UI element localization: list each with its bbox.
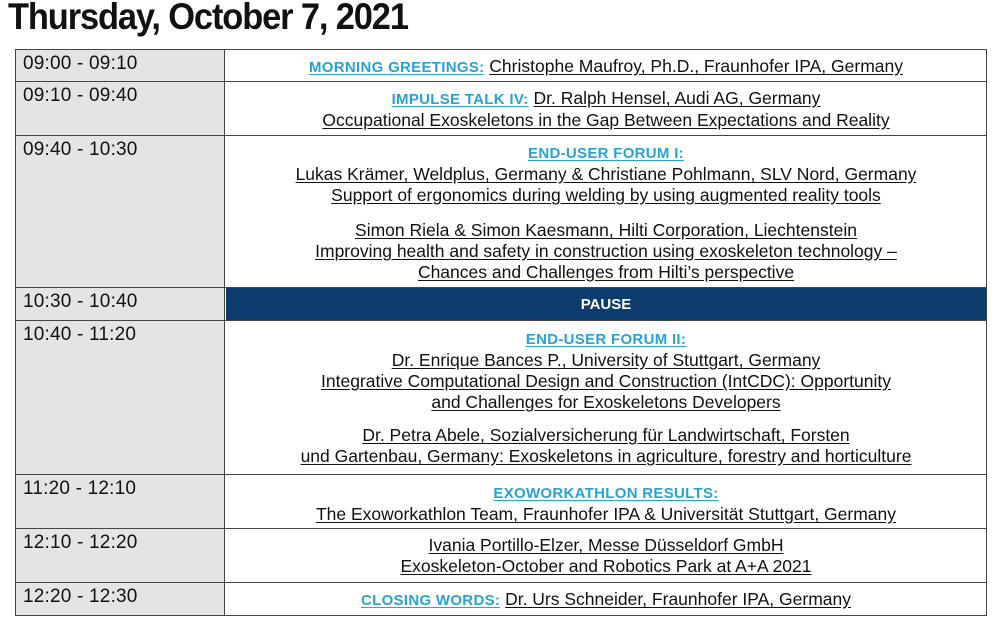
session-heading: END-USER FORUM II: xyxy=(525,331,687,348)
talk-title: Improving health and safety in construction using exoskeleton technology – xyxy=(315,241,897,261)
session-content xyxy=(226,321,986,474)
time-slot: 09:00 - 09:10 xyxy=(16,50,225,81)
speaker: Lukas Krämer, Weldplus, Germany & Christiane Pohlmann, SLV Nord, Germany xyxy=(295,164,917,184)
schedule-row xyxy=(16,583,986,615)
talk-title: Occupational Exoskeletons in the Gap Between Expectations and Reality xyxy=(322,110,890,130)
session-content xyxy=(226,583,986,615)
session-heading: MORNING GREETINGS: xyxy=(309,59,485,76)
schedule-table xyxy=(15,49,987,616)
speaker: Ivania Portillo-Elzer, Messe Düsseldorf GmbH xyxy=(428,535,784,555)
session-heading: EXOWORKATHLON RESULTS: xyxy=(493,485,719,502)
schedule-row xyxy=(16,529,986,582)
session-content xyxy=(226,82,986,135)
talk-title: Exoskeleton-October and Robotics Park at A+A 2021 xyxy=(400,556,812,576)
session-content xyxy=(226,136,986,287)
talk-title: und Gartenbau, Germany: Exoskeletons in agriculture, forestry and horticulture xyxy=(300,446,912,466)
page-title: Thursday, October 7, 2021 xyxy=(8,0,408,37)
time-slot: 10:40 - 11:20 xyxy=(16,321,225,474)
speaker: Dr. Ralph Hensel, Audi AG, Germany xyxy=(533,88,821,108)
talk-title: and Challenges for Exoskeletons Developers xyxy=(431,392,781,412)
speaker: Dr. Petra Abele, Sozialversicherung für Landwirtschaft, Forsten xyxy=(362,425,850,445)
talk-title: Support of ergonomics during welding by using augmented reality tools xyxy=(331,185,881,205)
session-heading: CLOSING WORDS: xyxy=(360,592,501,609)
speaker: The Exoworkathlon Team, Fraunhofer IPA & Universität Stuttgart, Germany xyxy=(315,504,897,524)
speaker: Christophe Maufroy, Ph.D., Fraunhofer IPA, Germany xyxy=(489,56,903,76)
time-slot: 12:20 - 12:30 xyxy=(16,583,225,615)
time-slot: 10:30 - 10:40 xyxy=(16,288,225,320)
speaker: Dr. Enrique Bances P., University of Stuttgart, Germany xyxy=(391,350,821,370)
schedule-row xyxy=(16,475,986,528)
session-content xyxy=(226,475,986,528)
session-heading: IMPULSE TALK IV: xyxy=(391,91,529,108)
speaker: Simon Riela & Simon Kaesmann, Hilti Corporation, Liechtenstein xyxy=(355,220,857,240)
talk-title: Chances and Challenges from Hilti’s perspective xyxy=(417,262,795,282)
session-heading: END-USER FORUM I: xyxy=(528,145,684,162)
speaker: Dr. Urs Schneider, Fraunhofer IPA, Germany xyxy=(505,589,851,609)
schedule-row xyxy=(16,136,986,287)
schedule-row xyxy=(16,288,986,320)
session-content xyxy=(226,529,986,582)
time-slot: 12:10 - 12:20 xyxy=(16,529,225,582)
schedule-row xyxy=(16,82,986,135)
pause-label: PAUSE xyxy=(580,295,632,313)
pause-banner xyxy=(226,288,986,320)
schedule-row xyxy=(16,50,986,81)
time-slot: 09:40 - 10:30 xyxy=(16,136,225,287)
time-slot: 11:20 - 12:10 xyxy=(16,475,225,528)
schedule-row xyxy=(16,321,986,474)
session-content xyxy=(226,50,986,81)
time-slot: 09:10 - 09:40 xyxy=(16,82,225,135)
talk-title: Integrative Computational Design and Construction (IntCDC): Opportunity xyxy=(321,371,891,391)
